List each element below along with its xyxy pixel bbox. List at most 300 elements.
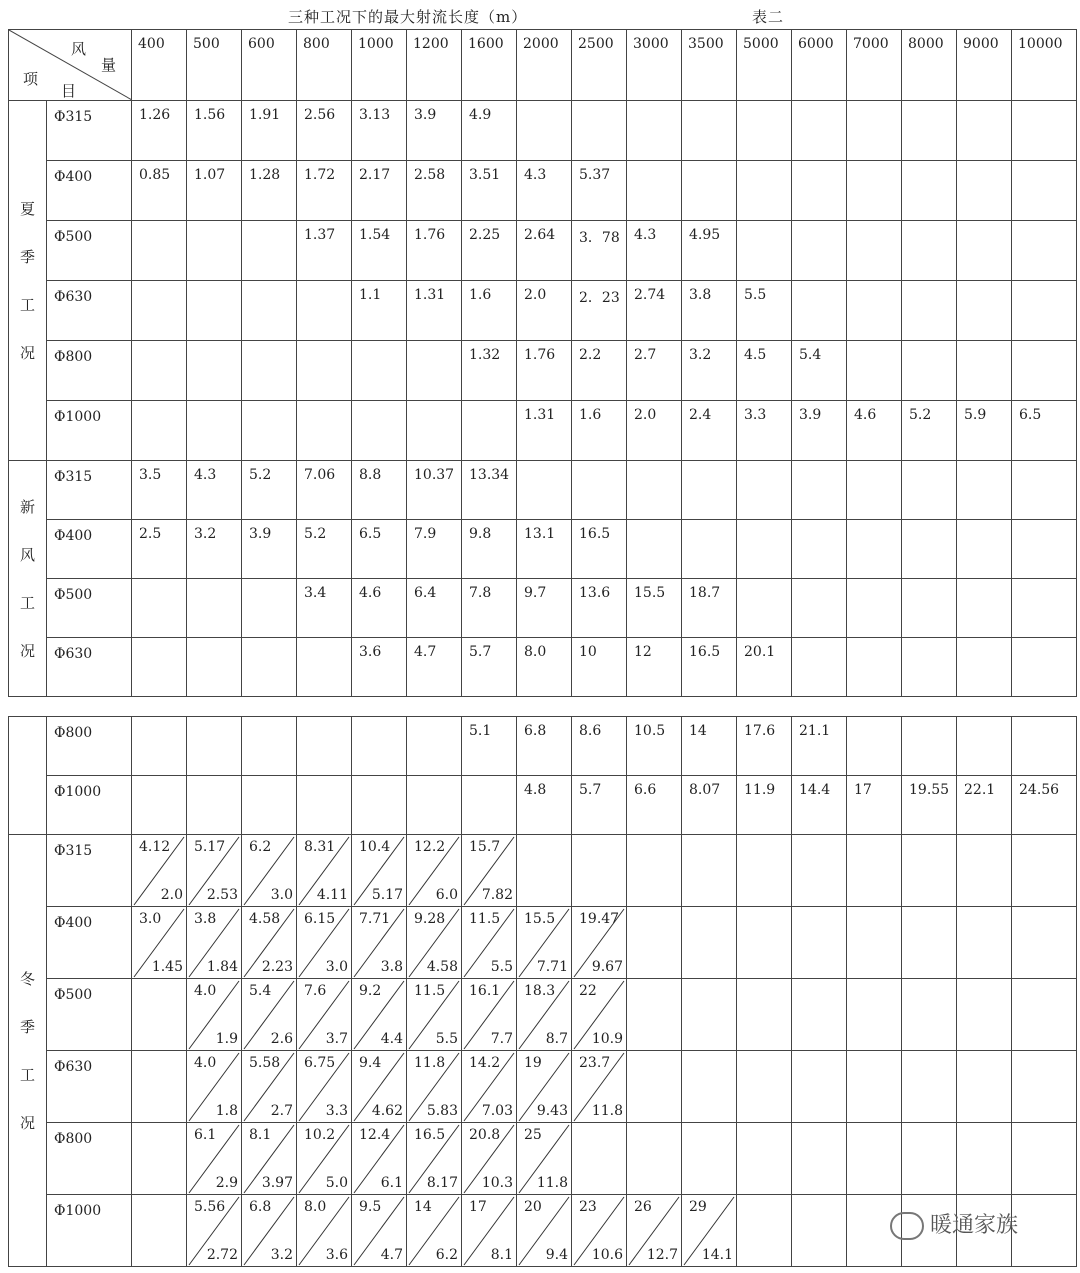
- value-cell: 1.32: [462, 341, 517, 401]
- lower-value: 3.0: [325, 959, 348, 975]
- value-cell: 16.5: [682, 638, 737, 697]
- row-label: Φ315: [47, 835, 132, 907]
- group-label-summer: [9, 101, 47, 461]
- lower-value: 6.2: [435, 1247, 458, 1263]
- value-cell: [902, 638, 957, 697]
- row-label: Φ500: [47, 221, 132, 281]
- value-cell: 10.5: [627, 717, 682, 776]
- upper-value: 22: [579, 983, 597, 999]
- split-value-cell: [462, 1195, 517, 1267]
- value-cell: 1.6: [462, 281, 517, 341]
- lower-value: 6.0: [435, 887, 458, 903]
- watermark-text: 暖通家族: [930, 1213, 1019, 1238]
- split-value-cell: [682, 1051, 737, 1123]
- upper-value: 7.6: [304, 983, 327, 999]
- row-label: Φ400: [47, 161, 132, 221]
- upper-value: 6.15: [304, 911, 336, 927]
- value-cell: [1012, 461, 1077, 520]
- value-cell: 13.34: [462, 461, 517, 520]
- value-cell: 5.2: [297, 520, 352, 579]
- table-row: [9, 281, 1077, 341]
- value-cell: [902, 520, 957, 579]
- lower-value: 9.4: [545, 1247, 568, 1263]
- wechat-icon: [890, 1212, 924, 1240]
- split-value-cell: [517, 979, 572, 1051]
- split-value-cell: [682, 1195, 737, 1267]
- column-header: 8000: [902, 30, 957, 101]
- split-value-cell: [407, 1123, 462, 1195]
- upper-value: 5.4: [249, 983, 272, 999]
- table-part-2: [8, 716, 1077, 1267]
- split-value-cell: [297, 907, 352, 979]
- group-char: 况: [19, 641, 35, 660]
- split-value-cell: [792, 979, 847, 1051]
- upper-value: 12.4: [359, 1127, 391, 1143]
- table-row: [9, 401, 1077, 461]
- row-label: Φ800: [47, 341, 132, 401]
- value-cell: [1012, 101, 1077, 161]
- lower-value: 5.83: [426, 1103, 458, 1119]
- upper-value: 3.8: [194, 911, 217, 927]
- value-cell: 3.2: [682, 341, 737, 401]
- upper-value: 9.5: [359, 1199, 382, 1215]
- split-value-cell: [957, 979, 1012, 1051]
- split-value-cell: [1012, 1051, 1077, 1123]
- value-cell: [627, 101, 682, 161]
- split-value-cell: [297, 835, 352, 907]
- lower-value: 3.6: [325, 1247, 348, 1263]
- value-cell: [242, 717, 297, 776]
- value-cell: [792, 281, 847, 341]
- split-value-cell: [407, 1051, 462, 1123]
- value-cell: 2.25: [462, 221, 517, 281]
- split-value-cell: [737, 1123, 792, 1195]
- split-value-cell: [627, 907, 682, 979]
- value-cell: [572, 101, 627, 161]
- value-cell: [957, 520, 1012, 579]
- lower-value: 11.8: [591, 1103, 623, 1119]
- value-cell: 14: [682, 717, 737, 776]
- value-cell: [187, 638, 242, 697]
- split-value-cell: [352, 1123, 407, 1195]
- value-cell: 1.91: [242, 101, 297, 161]
- group-char: 况: [19, 1113, 35, 1132]
- split-value-cell: [297, 1051, 352, 1123]
- upper-value: 4.0: [194, 1055, 217, 1071]
- value-cell: 6.4: [407, 579, 462, 638]
- value-cell: 5.37: [572, 161, 627, 221]
- value-cell: [297, 401, 352, 461]
- value-cell: 2.0: [627, 401, 682, 461]
- column-header: 10000: [1012, 30, 1077, 101]
- value-cell: 2.0: [517, 281, 572, 341]
- value-cell: 3.2: [187, 520, 242, 579]
- table-number: 表二: [752, 8, 785, 26]
- lower-value: 11.8: [536, 1175, 568, 1191]
- value-cell: [957, 281, 1012, 341]
- value-cell: [352, 776, 407, 835]
- upper-value: 11.5: [469, 911, 501, 927]
- value-cell: 8.07: [682, 776, 737, 835]
- value-cell: 3.8: [682, 281, 737, 341]
- value-cell: 1.31: [517, 401, 572, 461]
- value-cell: [902, 461, 957, 520]
- split-value-cell: [462, 907, 517, 979]
- value-cell: [132, 638, 187, 697]
- value-cell: [737, 461, 792, 520]
- split-value-cell: [297, 1195, 352, 1267]
- split-value-cell: [187, 907, 242, 979]
- value-cell: [462, 776, 517, 835]
- lower-value: 4.11: [316, 887, 348, 903]
- value-cell: [187, 717, 242, 776]
- corner-label: 目: [61, 82, 77, 100]
- lower-value: 1.84: [206, 959, 238, 975]
- value-cell: 12: [627, 638, 682, 697]
- value-cell: [297, 776, 352, 835]
- lower-value: 1.8: [215, 1103, 238, 1119]
- lower-value: 2.72: [206, 1247, 238, 1263]
- value-cell: [242, 401, 297, 461]
- value-cell: 2.7: [627, 341, 682, 401]
- split-value-cell: [187, 835, 242, 907]
- column-header: 1200: [407, 30, 462, 101]
- column-header: 1000: [352, 30, 407, 101]
- split-value-cell: [1012, 835, 1077, 907]
- value-cell: 4.3: [187, 461, 242, 520]
- value-cell: [1012, 579, 1077, 638]
- split-value-cell: [572, 835, 627, 907]
- row-label: Φ315: [47, 461, 132, 520]
- value-cell: 3.9: [792, 401, 847, 461]
- lower-value: 1.9: [215, 1031, 238, 1047]
- lower-value: 8.17: [426, 1175, 458, 1191]
- value-cell: [407, 341, 462, 401]
- split-value-cell: [572, 1195, 627, 1267]
- column-header: 1600: [462, 30, 517, 101]
- value-cell: [957, 579, 1012, 638]
- table-row: [9, 907, 1077, 979]
- split-value-cell: [132, 1051, 187, 1123]
- value-cell: [847, 221, 902, 281]
- group-label-winter: [9, 835, 47, 1267]
- value-cell: 2.58: [407, 161, 462, 221]
- upper-value: 15.5: [524, 911, 556, 927]
- value-cell: [847, 520, 902, 579]
- value-cell: 2.2: [572, 341, 627, 401]
- value-cell: 8.8: [352, 461, 407, 520]
- lower-value: 1.45: [151, 959, 183, 975]
- split-value-cell: [847, 1051, 902, 1123]
- value-cell: [297, 638, 352, 697]
- table-row: [9, 638, 1077, 697]
- value-cell: 1.76: [517, 341, 572, 401]
- value-cell: 17: [847, 776, 902, 835]
- table-row: [9, 341, 1077, 401]
- value-cell: [187, 776, 242, 835]
- value-cell: [132, 717, 187, 776]
- upper-value: 23: [579, 1199, 597, 1215]
- split-value-cell: [462, 1051, 517, 1123]
- value-cell: 3.3: [737, 401, 792, 461]
- value-cell: 20.1: [737, 638, 792, 697]
- split-value-cell: [352, 835, 407, 907]
- upper-value: 4.58: [249, 911, 281, 927]
- value-cell: 10: [572, 638, 627, 697]
- value-cell: [902, 281, 957, 341]
- lower-value: 4.4: [380, 1031, 403, 1047]
- value-cell: [847, 461, 902, 520]
- upper-value: 18.3: [524, 983, 556, 999]
- upper-value: 23.7: [579, 1055, 611, 1071]
- row-label: Φ1000: [47, 401, 132, 461]
- group-char: 工: [19, 593, 35, 612]
- row-label: Φ800: [47, 1123, 132, 1195]
- split-value-cell: [352, 907, 407, 979]
- column-header: 3500: [682, 30, 737, 101]
- table-row: [9, 579, 1077, 638]
- split-value-cell: [462, 1123, 517, 1195]
- value-cell: [902, 579, 957, 638]
- value-cell: 7.8: [462, 579, 517, 638]
- split-value-cell: [242, 1123, 297, 1195]
- upper-value: 11.8: [414, 1055, 446, 1071]
- value-cell: [792, 520, 847, 579]
- value-cell: 10.37: [407, 461, 462, 520]
- split-value-cell: [792, 1123, 847, 1195]
- value-cell: 5.5: [737, 281, 792, 341]
- group-char: 季: [19, 1017, 35, 1036]
- group-char: 风: [19, 545, 35, 564]
- split-value-cell: [187, 1123, 242, 1195]
- upper-value: 26: [634, 1199, 652, 1215]
- split-value-cell: [462, 835, 517, 907]
- split-value-cell: [847, 907, 902, 979]
- lower-value: 7.7: [490, 1031, 513, 1047]
- split-value-cell: [792, 1195, 847, 1267]
- value-cell: 13.6: [572, 579, 627, 638]
- group-char: 冬: [19, 969, 35, 988]
- lower-value: 2.6: [270, 1031, 293, 1047]
- lower-value: 3.8: [380, 959, 403, 975]
- value-cell: [902, 101, 957, 161]
- split-value-cell: [957, 907, 1012, 979]
- table-row: [9, 461, 1077, 520]
- value-cell: [847, 341, 902, 401]
- table-row: [9, 776, 1077, 835]
- value-cell: 9.8: [462, 520, 517, 579]
- value-cell: [1012, 341, 1077, 401]
- column-header: 9000: [957, 30, 1012, 101]
- lower-value: 2.53: [206, 887, 238, 903]
- value-cell: [187, 401, 242, 461]
- value-cell: 5.4: [792, 341, 847, 401]
- value-cell: [1012, 520, 1077, 579]
- split-value-cell: [297, 1123, 352, 1195]
- value-cell: [1012, 161, 1077, 221]
- group-char: 工: [19, 295, 35, 314]
- split-value-cell: [957, 1123, 1012, 1195]
- split-value-cell: [517, 1123, 572, 1195]
- split-value-cell: [792, 835, 847, 907]
- value-cell: 19.55: [902, 776, 957, 835]
- row-label: Φ1000: [47, 776, 132, 835]
- split-value-cell: [847, 835, 902, 907]
- value-cell: [792, 579, 847, 638]
- split-value-cell: [132, 1195, 187, 1267]
- row-label: Φ400: [47, 907, 132, 979]
- group-char: 况: [19, 343, 35, 362]
- value-cell: 6.5: [1012, 401, 1077, 461]
- column-header: 500: [187, 30, 242, 101]
- upper-value: 6.75: [304, 1055, 336, 1071]
- value-cell: 4.6: [352, 579, 407, 638]
- upper-value: 19: [524, 1055, 542, 1071]
- value-cell: 15.5: [627, 579, 682, 638]
- split-value-cell: [517, 907, 572, 979]
- value-cell: [682, 520, 737, 579]
- lower-value: 14.1: [701, 1247, 733, 1263]
- upper-value: 16.1: [469, 983, 501, 999]
- group-char: 新: [19, 497, 35, 516]
- value-cell: [957, 461, 1012, 520]
- value-cell: 11.9: [737, 776, 792, 835]
- split-value-cell: [682, 835, 737, 907]
- split-value-cell: [902, 907, 957, 979]
- split-value-cell: [627, 1051, 682, 1123]
- value-cell: 4.6: [847, 401, 902, 461]
- split-value-cell: [242, 1195, 297, 1267]
- value-cell: [792, 638, 847, 697]
- corner-label: 量: [101, 56, 117, 74]
- upper-value: 6.1: [194, 1127, 217, 1143]
- value-cell: [242, 341, 297, 401]
- value-cell: 1.76: [407, 221, 462, 281]
- value-cell: 5.1: [462, 717, 517, 776]
- value-cell: 3.5: [132, 461, 187, 520]
- value-cell: 3．78: [572, 221, 627, 281]
- value-cell: 18.7: [682, 579, 737, 638]
- split-value-cell: [737, 907, 792, 979]
- upper-value: 5.58: [249, 1055, 281, 1071]
- value-cell: 6.8: [517, 717, 572, 776]
- value-cell: [902, 717, 957, 776]
- upper-value: 19.47: [579, 911, 620, 927]
- lower-value: 10.3: [481, 1175, 513, 1191]
- lower-value: 5.5: [490, 959, 513, 975]
- value-cell: 22.1: [957, 776, 1012, 835]
- upper-value: 3.0: [139, 911, 162, 927]
- lower-value: 7.82: [481, 887, 513, 903]
- split-value-cell: [242, 907, 297, 979]
- split-value-cell: [792, 1051, 847, 1123]
- value-cell: 4.7: [407, 638, 462, 697]
- value-cell: [407, 717, 462, 776]
- value-cell: 3.9: [242, 520, 297, 579]
- value-cell: [682, 101, 737, 161]
- lower-value: 3.3: [325, 1103, 348, 1119]
- row-label: Φ630: [47, 638, 132, 697]
- table-row: [9, 1051, 1077, 1123]
- value-cell: 8.0: [517, 638, 572, 697]
- value-cell: [572, 461, 627, 520]
- value-cell: 4.8: [517, 776, 572, 835]
- header-row: [9, 30, 1077, 101]
- value-cell: [132, 401, 187, 461]
- lower-value: 9.43: [536, 1103, 568, 1119]
- upper-value: 6.8: [249, 1199, 272, 1215]
- value-cell: 3.9: [407, 101, 462, 161]
- value-cell: 6.6: [627, 776, 682, 835]
- split-value-cell: [407, 907, 462, 979]
- table-row: [9, 520, 1077, 579]
- split-value-cell: [352, 1051, 407, 1123]
- value-cell: 3.6: [352, 638, 407, 697]
- value-cell: 5.2: [902, 401, 957, 461]
- value-cell: 2.5: [132, 520, 187, 579]
- upper-value: 6.2: [249, 839, 272, 855]
- value-cell: 5.7: [462, 638, 517, 697]
- lower-value: 12.7: [646, 1247, 678, 1263]
- value-cell: [352, 401, 407, 461]
- split-value-cell: [517, 1195, 572, 1267]
- row-label: Φ500: [47, 979, 132, 1051]
- lower-value: 7.03: [481, 1103, 513, 1119]
- column-header: 600: [242, 30, 297, 101]
- split-value-cell: [957, 1051, 1012, 1123]
- lower-value: 2.23: [261, 959, 293, 975]
- value-cell: 9.7: [517, 579, 572, 638]
- split-value-cell: [627, 1195, 682, 1267]
- value-cell: [297, 717, 352, 776]
- group-char: 季: [19, 247, 35, 266]
- upper-value: 14.2: [469, 1055, 501, 1071]
- value-cell: [462, 401, 517, 461]
- value-cell: 4.9: [462, 101, 517, 161]
- split-value-cell: [902, 835, 957, 907]
- split-value-cell: [627, 979, 682, 1051]
- row-label: Φ1000: [47, 1195, 132, 1267]
- value-cell: [737, 520, 792, 579]
- upper-value: 5.17: [194, 839, 226, 855]
- upper-value: 16.5: [414, 1127, 446, 1143]
- value-cell: [1012, 717, 1077, 776]
- upper-value: 20.8: [469, 1127, 501, 1143]
- split-value-cell: [572, 979, 627, 1051]
- upper-value: 7.71: [359, 911, 391, 927]
- value-cell: [187, 341, 242, 401]
- row-label: Φ315: [47, 101, 132, 161]
- split-value-cell: [132, 1123, 187, 1195]
- value-cell: [737, 579, 792, 638]
- split-value-cell: [682, 1123, 737, 1195]
- split-value-cell: [187, 979, 242, 1051]
- split-value-cell: [187, 1051, 242, 1123]
- lower-value: 3.0: [270, 887, 293, 903]
- split-value-cell: [297, 979, 352, 1051]
- value-cell: 4.3: [627, 221, 682, 281]
- split-value-cell: [737, 979, 792, 1051]
- split-value-cell: [627, 1123, 682, 1195]
- value-cell: [627, 520, 682, 579]
- corner-label: 风: [71, 40, 87, 58]
- value-cell: 14.4: [792, 776, 847, 835]
- split-value-cell: [132, 979, 187, 1051]
- lower-value: 5.5: [435, 1031, 458, 1047]
- split-value-cell: [902, 1051, 957, 1123]
- value-cell: [1012, 221, 1077, 281]
- split-value-cell: [1012, 979, 1077, 1051]
